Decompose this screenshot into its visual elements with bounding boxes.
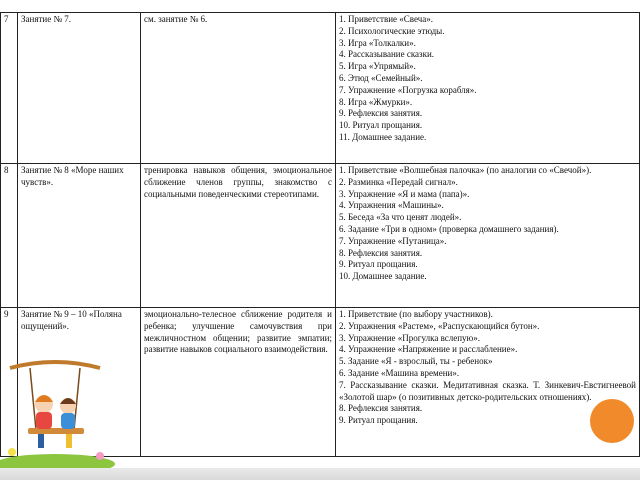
step-item: 10. Ритуал прощания. [339, 120, 423, 131]
row-number: 7 [1, 13, 18, 164]
flower-icon [96, 452, 104, 460]
session-goal [141, 308, 336, 457]
goal-text: тренировка навыков общения, эмоциональное сближение членов группы, знакомство с социальными поведенческими стереотипами. [144, 165, 332, 199]
step-item: 7. Упражнение «Погрузка корабля». [339, 84, 477, 95]
step-item: 3. Игра «Толкалки». [339, 37, 416, 48]
session-steps [336, 164, 640, 308]
child-leg-icon [66, 434, 72, 448]
swing-seat [28, 428, 84, 434]
step-item: 6. Этюд «Семейный». [339, 72, 423, 83]
step-item: 7. Упражнение «Путаница». [339, 235, 447, 246]
child-body-icon [36, 412, 52, 429]
goal-text: см. занятие № 6. [144, 14, 208, 24]
child-hair-icon [60, 398, 76, 404]
step-item: 3. Упражнение «Прогулка вслепую». [339, 332, 481, 343]
step-item: 11. Домашнее задание. [339, 131, 427, 142]
step-item: 6. Задание «Машина времени». [339, 367, 460, 378]
swing-beam [10, 362, 100, 368]
step-item: 2. Упражнения «Растем», «Распускающийся бутон». [339, 320, 540, 331]
step-item: 4. Упражнение «Напряжение и расслабление». [339, 344, 518, 355]
children-swing-illustration [0, 360, 115, 470]
session-steps [336, 13, 640, 164]
step-item: 4. Упражнения «Машины». [339, 200, 444, 211]
step-item: 2. Психологические этюды. [339, 25, 445, 36]
child-hair-icon [35, 395, 53, 402]
step-item: 1. Приветствие «Волшебная палочка» (по аналогии со «Свечой»). [339, 165, 592, 175]
step-item: 8. Игра «Жмурки». [339, 96, 413, 107]
step-item: 4. Рассказывание сказки. [339, 49, 435, 60]
flower-icon [8, 448, 16, 456]
step-item: 9. Ритуал прощания. [339, 415, 418, 426]
step-item: 3. Упражнение «Я и мама (папа)». [339, 188, 470, 199]
step-item: 9. Рефлексия занятия. [339, 108, 423, 119]
slide-bottom-edge [0, 468, 640, 480]
step-item: 5. Задание «Я - взрослый, ты - ребенок» [339, 356, 493, 367]
step-item: 5. Игра «Упрямый». [339, 61, 416, 72]
session-goal [141, 13, 336, 164]
step-item: 10. Домашнее задание. [339, 271, 427, 282]
goal-text: эмоционально-телесное сближение родителя и ребенка; улучшение самочувствия при межличностном общении; развитие эмпатии; развитие навыков социального взаимодействия. [144, 309, 332, 355]
step-item: 1. Приветствие (по выбору участников). [339, 309, 493, 319]
swing-rope-icon [30, 368, 36, 430]
step-item: 8. Рефлексия занятия. [339, 247, 423, 258]
session-title: Занятие № 7. [18, 13, 141, 164]
step-item: 1. Приветствие «Свеча». [339, 14, 434, 24]
orange-circle-decoration [589, 398, 635, 444]
child-body-icon [61, 413, 75, 429]
table-row [1, 164, 640, 308]
session-title: Занятие № 8 «Море наших чувств». [18, 164, 141, 308]
step-item: 8. Рефлексия занятия. [339, 403, 423, 414]
step-item: 2. Разминка «Передай сигнал». [339, 176, 458, 187]
row-number: 8 [1, 164, 18, 308]
child-leg-icon [38, 434, 44, 448]
session-goal [141, 164, 336, 308]
orange-circle-icon [590, 399, 634, 443]
table-row [1, 13, 640, 164]
step-item: 7. Рассказывание сказки. Медитативная сказка. Т. Зинкевич-Евстигнеевой «Золотой шар» (о позитивных детско-родительских отношениях). [339, 379, 636, 402]
step-item: 5. Беседа «За что ценят людей». [339, 212, 462, 223]
row-number: 9 [1, 308, 18, 457]
step-item: 6. Задание «Три в одном» (проверка домашнего задания). [339, 223, 559, 234]
session-title: Занятие № 9 – 10 «Поляна ощущений». [18, 308, 141, 457]
step-item: 9. Ритуал прощания. [339, 259, 418, 270]
